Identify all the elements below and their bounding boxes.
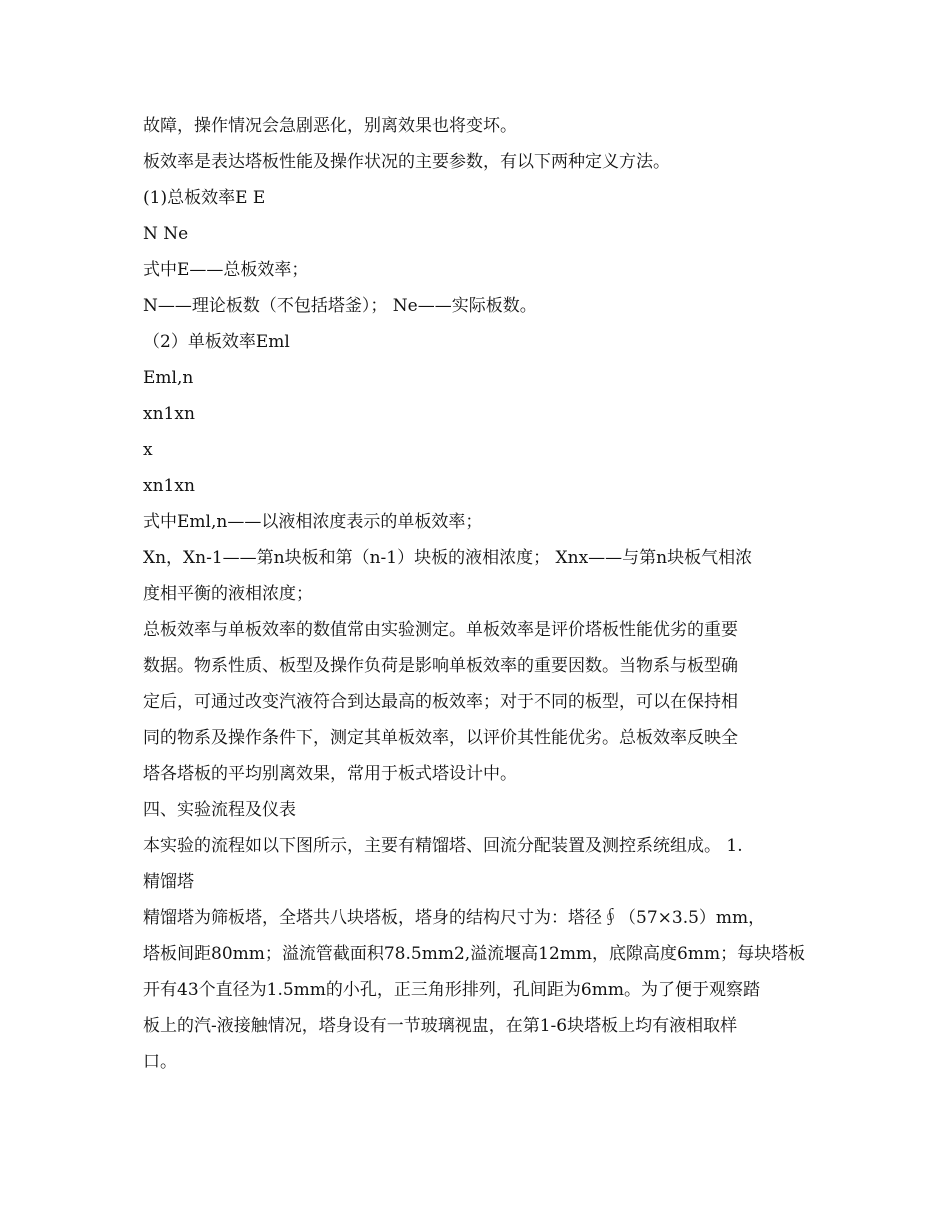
paragraph-line: 总板效率与单板效率的数值常由实验测定。单板效率是评价塔板性能优劣的重要 xyxy=(143,620,738,640)
paragraph-line: 开有43个直径为1.5mm的小孔，正三角形排列，孔间距为6mm。为了便于观察踏 xyxy=(143,980,760,1000)
formula-fragment: x xyxy=(143,440,153,460)
paragraph-variable-definitions xyxy=(143,546,807,606)
formula-fragment: xn1xn xyxy=(143,476,195,496)
paragraph-line: 板上的汽-液接触情况，塔身设有一节玻璃视盅，在第1-6块塔板上均有液相取样 xyxy=(143,1016,738,1036)
paragraph-line: 数据。物系性质、板型及操作负荷是影响单板效率的重要因数。当物系与板型确 xyxy=(143,656,738,676)
paragraph-line: 定后，可通过改变汽液符合到达最高的板效率；对于不同的板型，可以在保持相 xyxy=(143,692,738,712)
formula-fragment: xn1xn xyxy=(143,404,195,424)
text-line: 式中E——总板效率； xyxy=(143,260,309,280)
paragraph-column-specs xyxy=(143,906,807,1074)
paragraph-line: 同的物系及操作条件下，测定其单板效率，以评价其性能优劣。总板效率反映全 xyxy=(143,728,738,748)
section-heading: 四、实验流程及仪表 xyxy=(143,800,296,820)
text-line: N——理论板数（不包括塔釜）； Ne——实际板数。 xyxy=(143,296,537,316)
text-line: 故障，操作情况会急剧恶化，别离效果也将变坏。 xyxy=(143,116,517,136)
paragraph-line: 塔板间距80mm；溢流管截面积78.5mm2,溢流堰高12mm，底隙高度6mm；每块塔板 xyxy=(143,944,806,964)
paragraph-efficiency-discussion xyxy=(143,618,807,786)
formula-label-total-efficiency: (1)总板效率E E xyxy=(143,188,266,208)
paragraph-line: 精馏塔 xyxy=(143,872,194,892)
paragraph-line: 精馏塔为筛板塔，全塔共八块塔板，塔身的结构尺寸为：塔径∮（57×3.5）mm， xyxy=(143,908,766,928)
paragraph-line: Xn，Xn-1——第n块板和第（n-1）块板的液相浓度； Xnx——与第n块板气相浓 xyxy=(143,548,753,568)
paragraph-line: 口。 xyxy=(143,1052,177,1072)
paragraph-line: 本实验的流程如以下图所示，主要有精馏塔、回流分配装置及测控系统组成。 1. xyxy=(143,836,743,856)
paragraph-line: 度相平衡的液相浓度； xyxy=(143,584,313,604)
text-line: 式中Eml,n——以液相浓度表示的单板效率； xyxy=(143,512,483,532)
formula-fragment: Eml,n xyxy=(143,368,194,388)
paragraph-process-intro xyxy=(143,834,807,894)
paragraph-line: 塔各塔板的平均别离效果，常用于板式塔设计中。 xyxy=(143,764,517,784)
formula-fragment: N Ne xyxy=(143,224,189,244)
text-line: 板效率是表达塔板性能及操作状况的主要参数，有以下两种定义方法。 xyxy=(143,152,670,172)
formula-label-single-efficiency: （2）单板效率Eml xyxy=(143,332,290,352)
document-body xyxy=(143,114,807,1086)
